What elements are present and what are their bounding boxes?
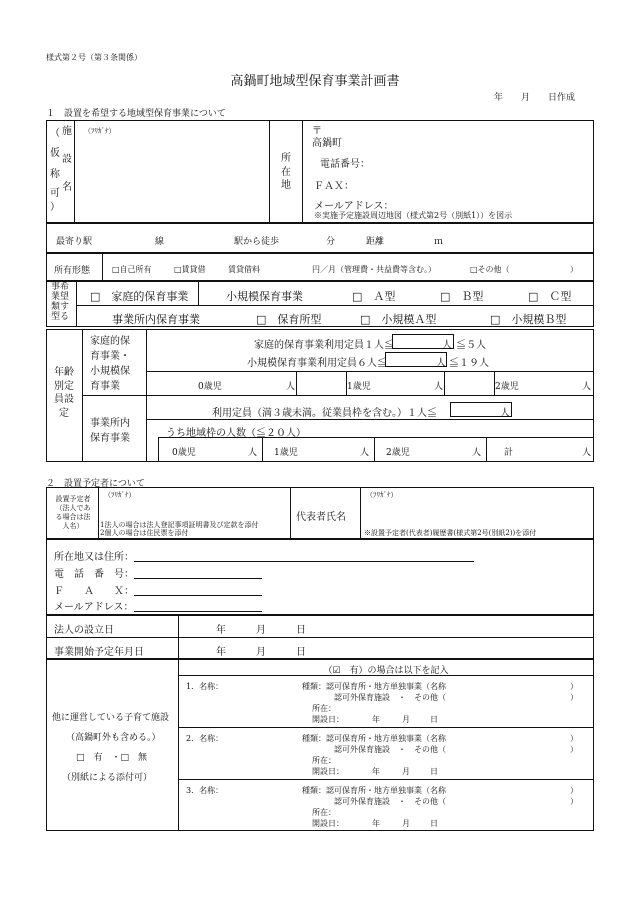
office-cap-unit: 人: [500, 408, 510, 419]
other-facilities-label: 他に運営している子育て施設: [52, 713, 170, 723]
start-year: 年: [216, 647, 226, 658]
home-small-label: 家庭的保 育事業・ 小規模保 育事業: [90, 336, 130, 392]
section-1-heading: １ 設置を希望する地域型保育事業について: [46, 109, 226, 119]
type-small-a-checkbox[interactable]: □ 小規模Ａ型: [360, 313, 437, 326]
attach-note: （別紙による添付可）: [62, 773, 153, 783]
establisher-furigana: （ﾌﾘｶﾞﾅ）: [104, 491, 136, 499]
established-day: 日: [296, 625, 306, 636]
representative-note: ※設置予定者(代表者)履歴書(様式第2号(別紙2))を添付: [364, 529, 537, 537]
home-cap-1-unit: 人: [442, 340, 452, 351]
phone-line[interactable]: [134, 578, 262, 579]
local-quota-label: うち地域枠の人数（≦２０人）: [166, 428, 306, 439]
office-age-1-unit: 人: [360, 448, 370, 458]
establisher-label: 設置予定者 （法人であ る場合は法 人名）: [55, 495, 91, 530]
postal-mark: 〒: [312, 126, 322, 137]
office-age-1-label: 1歳児: [274, 448, 298, 458]
established-label: 法人の設立日: [54, 625, 114, 636]
home-age-2-unit: 人: [582, 382, 592, 392]
address-line[interactable]: [134, 561, 474, 562]
representative-furigana: （ﾌﾘｶﾞﾅ）: [366, 491, 398, 499]
type-c-checkbox[interactable]: □ Ｃ型: [528, 290, 572, 303]
establisher-note-2: 2個人の場合は住民票を添付: [100, 529, 189, 537]
office-total-label: 計: [504, 448, 514, 458]
fax-label: ＦＡＸ：: [314, 181, 354, 192]
age-capacity-label: 年齢 別定 員設 定: [54, 367, 74, 419]
type-home-checkbox[interactable]: □ 家庭的保育事業: [90, 290, 189, 303]
station-row: [46, 223, 594, 253]
office-age-2-label: 2歳児: [386, 448, 410, 458]
home-cap-2-unit: 人: [436, 358, 446, 369]
facility-name-field[interactable]: [78, 138, 266, 218]
yes-no-checkboxes[interactable]: □ 有 ・□ 無: [76, 753, 148, 763]
home-cap-1-prefix: 家庭的保育事業利用定員１人≦: [254, 340, 394, 351]
established-month: 月: [256, 625, 266, 636]
office-cap-prefix: 利用定員（満３歳未満。従業員枠を含む。）１人≦: [212, 408, 437, 419]
town-name: 高鍋町: [312, 138, 342, 149]
home-age-0-unit: 人: [286, 382, 296, 392]
distance-label: 距離: [366, 237, 385, 247]
other-close: ）: [570, 265, 578, 274]
section-2-heading: ２ 設置予定者について: [46, 479, 145, 489]
type-small-b-checkbox[interactable]: □ 小規模Ｂ型: [490, 313, 567, 326]
start-date-label: 事業開始予定年月日: [54, 647, 144, 658]
phone-label: 電 話 番 号：: [54, 569, 134, 580]
home-age-0-label: 0歳児: [198, 382, 222, 392]
office-age-0-unit: 人: [248, 448, 258, 458]
type-small-label: 小規模保育事業: [226, 290, 303, 303]
start-month: 月: [256, 647, 266, 658]
type-nursery-checkbox[interactable]: □ 保育所型: [256, 313, 322, 326]
page-title: 高鍋町地域型保育事業計画書: [230, 74, 400, 89]
date-line: 年 月 日作成: [494, 93, 576, 103]
email-line[interactable]: [134, 611, 262, 612]
lease-checkbox[interactable]: □賃貸借: [174, 265, 206, 274]
map-note: ※実施予定施設周辺地図（様式第2号（別紙1））を図示: [314, 211, 513, 220]
home-cap-2-suffix: ≦１９人: [449, 358, 489, 369]
other-ownership-checkbox[interactable]: □その他（: [470, 265, 510, 274]
office-age-0-label: 0歳児: [172, 448, 196, 458]
type-b-checkbox[interactable]: □ Ｂ型: [440, 290, 484, 303]
phone-label: 電話番号：: [320, 159, 370, 170]
meter-label: ｍ: [434, 237, 444, 247]
furigana-label: （ﾌﾘｶﾞﾅ）: [84, 127, 116, 135]
office-label: 事業所内 保育事業: [90, 418, 130, 444]
establisher-note-1: 1法人の場合は法人登記事項証明書及び定款を添付: [100, 521, 259, 529]
form-number: 様式第２号（第３条関係）: [46, 53, 142, 62]
ownership-label: 所有形態: [54, 266, 91, 276]
fax-label: Ｆ Ａ Ｘ：: [54, 586, 134, 597]
walk-label: 駅から徒歩: [234, 237, 280, 247]
station-label: 最寄り駅: [56, 237, 93, 247]
home-cap-1-suffix: ≦５人: [456, 340, 486, 351]
rent-unit: 円／月（管理費・共益費等含む。）: [312, 265, 436, 274]
home-age-1-label: 1歳児: [347, 382, 371, 392]
fax-line[interactable]: [134, 595, 262, 596]
address-label: 所在地又は住所：: [54, 552, 134, 563]
if-yes-note: （☑ 有）の場合は以下を記入: [323, 666, 449, 676]
other-facilities-note: （高鍋町外も含める。）: [66, 733, 161, 743]
type-a-checkbox[interactable]: □ Ａ型: [352, 290, 396, 303]
home-age-1-unit: 人: [434, 382, 444, 392]
line-label: 線: [155, 237, 165, 247]
type-office-label: 事業所内保育事業: [112, 313, 200, 326]
start-day: 日: [296, 647, 306, 658]
email-label: メールアドレス：: [314, 201, 394, 212]
office-age-2-unit: 人: [472, 448, 482, 458]
established-year: 年: [216, 625, 226, 636]
office-total-unit: 人: [582, 448, 592, 458]
location-label: 所 在 地: [281, 153, 291, 191]
own-checkbox[interactable]: □自己所有: [112, 265, 152, 274]
representative-label: 代表者氏名: [296, 512, 346, 523]
rent-label: 賃貸借料: [228, 265, 260, 274]
home-age-2-label: 2歳児: [495, 382, 519, 392]
home-cap-2-prefix: 小規模保育事業利用定員６人≦: [247, 358, 387, 369]
minutes-label: 分: [326, 237, 336, 247]
email-label: メールアドレス：: [54, 602, 134, 613]
